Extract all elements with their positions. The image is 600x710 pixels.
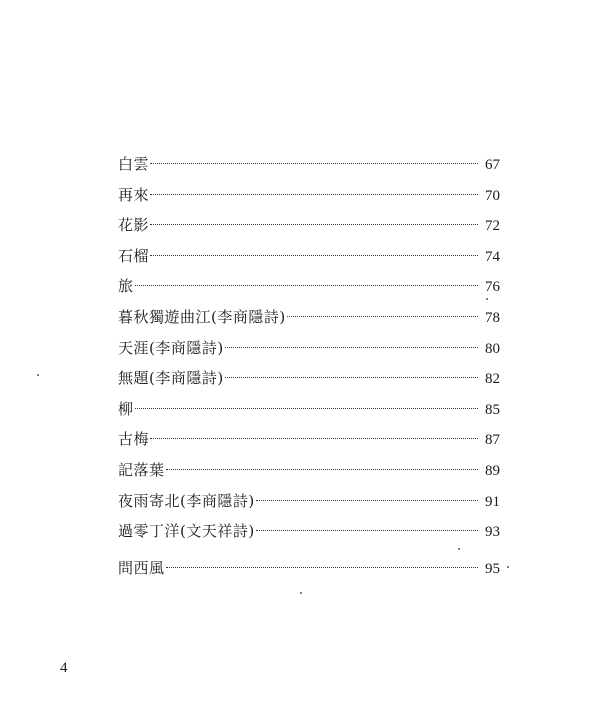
toc-entry-title: 問西風 (118, 558, 165, 577)
dot-leader (135, 285, 478, 286)
toc-entry-title: 白雲 (118, 155, 150, 173)
dot-leader (166, 567, 478, 568)
toc-entry-title: 再來 (118, 185, 150, 204)
toc-entry[interactable] (118, 241, 500, 272)
toc-entry-title: 過零丁洋(文天祥詩) (118, 522, 255, 541)
toc-entry-page: 67 (485, 157, 500, 173)
toc-entry-page: 74 (485, 248, 500, 265)
dot-leader (150, 224, 478, 225)
toc-entry-page: 80 (485, 340, 500, 357)
toc-entry-page: 91 (485, 493, 500, 510)
toc-entry-title: 旅 (118, 277, 134, 296)
scan-speck (37, 374, 39, 376)
dot-leader (225, 377, 478, 378)
toc-entry-page: 85 (485, 401, 500, 418)
toc-entry-title: 夜雨寄北(李商隱詩) (118, 491, 255, 510)
toc-entry-page: 70 (485, 187, 500, 204)
toc-entry[interactable] (118, 516, 500, 547)
toc-entry[interactable] (118, 553, 500, 584)
toc-entry[interactable] (118, 210, 500, 241)
toc-entry-page: 87 (485, 432, 500, 449)
toc-entry-page: 78 (485, 309, 500, 326)
dot-leader (256, 500, 478, 501)
toc-entry-title: 柳 (118, 399, 134, 418)
page-number: 4 (60, 660, 68, 676)
scan-speck (507, 566, 509, 568)
toc-entry[interactable] (118, 455, 500, 486)
dot-leader (150, 438, 478, 439)
dot-leader (150, 255, 478, 256)
toc-entry[interactable] (118, 271, 500, 302)
scan-speck (458, 548, 460, 550)
toc-entry[interactable] (118, 486, 500, 517)
scan-speck (300, 592, 302, 594)
toc-entry[interactable] (118, 302, 500, 333)
dot-leader (150, 194, 478, 195)
toc-entry-page: 93 (485, 524, 500, 541)
dot-leader (225, 347, 478, 348)
dot-leader (166, 469, 478, 470)
toc-entry-title: 花影 (118, 216, 150, 235)
toc-entry-page: 95 (485, 560, 500, 577)
toc-entry-title: 暮秋獨遊曲江(李商隱詩) (118, 307, 286, 326)
toc-entry-page: 72 (485, 218, 500, 235)
toc-entry-title: 無題(李商隱詩) (118, 369, 224, 388)
toc-entry-page: 89 (485, 462, 500, 479)
dot-leader (135, 408, 478, 409)
toc-entry[interactable] (118, 180, 500, 211)
dot-leader (256, 530, 478, 531)
toc-entry[interactable] (118, 363, 500, 394)
table-of-contents (118, 149, 500, 583)
toc-entry-title: 記落葉 (118, 460, 165, 479)
dot-leader (287, 316, 478, 317)
dot-leader (150, 163, 478, 164)
toc-entry-title: 古梅 (118, 430, 150, 449)
toc-entry[interactable] (118, 394, 500, 425)
toc-entry-title: 石榴 (118, 246, 150, 265)
scan-speck (486, 298, 488, 300)
toc-entry-page: 76 (485, 279, 500, 296)
toc-entry[interactable] (118, 424, 500, 455)
toc-entry[interactable] (118, 333, 500, 364)
toc-entry-page: 82 (485, 371, 500, 388)
toc-entry[interactable] (118, 149, 500, 180)
toc-entry-title: 天涯(李商隱詩) (118, 338, 224, 357)
